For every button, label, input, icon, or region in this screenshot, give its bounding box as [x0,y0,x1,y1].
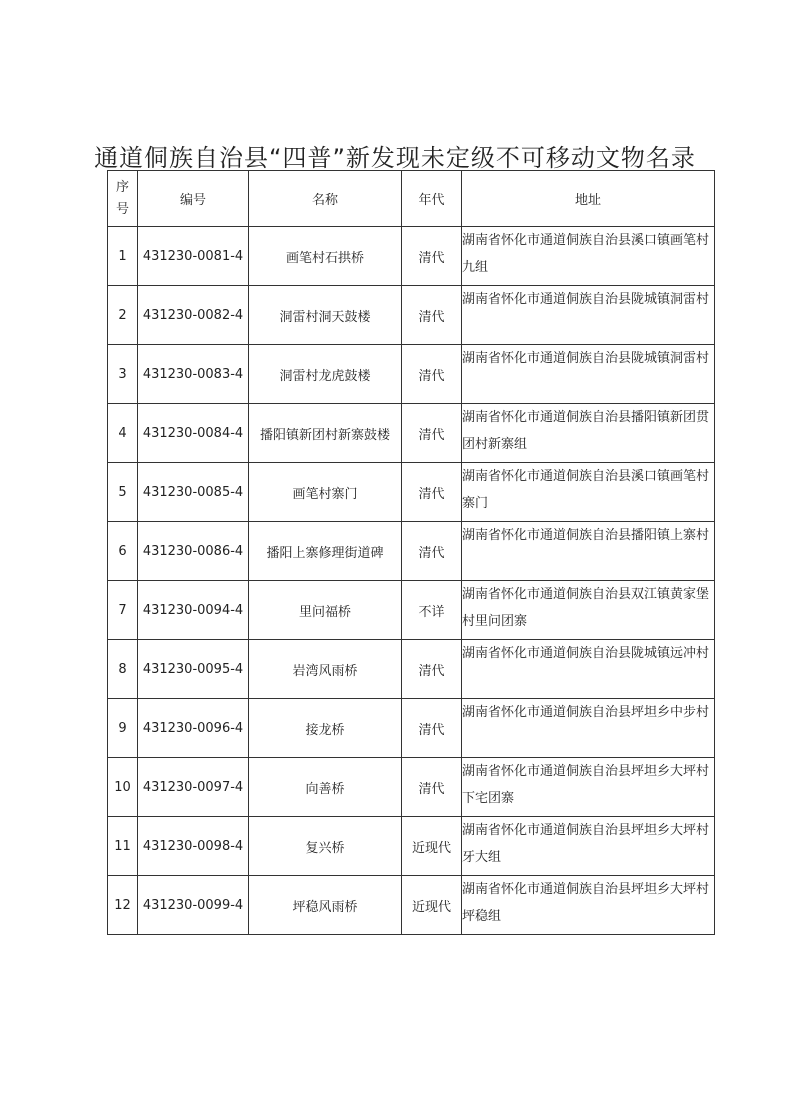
row-address: 湖南省怀化市通道侗族自治县溪口镇画笔村寨门 [462,463,715,522]
row-name: 里问福桥 [249,581,402,640]
row-address: 湖南省怀化市通道侗族自治县坪坦乡大坪村坪稳组 [462,876,715,935]
row-address: 湖南省怀化市通道侗族自治县陇城镇洞雷村 [462,286,715,345]
row-era: 清代 [402,699,462,758]
table-row [108,227,715,286]
row-era: 清代 [402,404,462,463]
table-row [108,463,715,522]
row-name: 播阳上寨修理街道碑 [249,522,402,581]
row-address: 湖南省怀化市通道侗族自治县坪坦乡中步村 [462,699,715,758]
row-code: 431230-0082-4 [138,286,249,345]
header-address: 地址 [462,171,715,227]
row-era: 近现代 [402,876,462,935]
header-index [108,171,138,227]
table-row [108,286,715,345]
header-code: 编号 [138,171,249,227]
row-name: 岩湾风雨桥 [249,640,402,699]
row-address: 湖南省怀化市通道侗族自治县坪坦乡大坪村牙大组 [462,817,715,876]
row-address: 湖南省怀化市通道侗族自治县双江镇黄家堡村里问团寨 [462,581,715,640]
row-code: 431230-0086-4 [138,522,249,581]
row-code: 431230-0097-4 [138,758,249,817]
row-era: 清代 [402,522,462,581]
row-code: 431230-0094-4 [138,581,249,640]
row-era: 不详 [402,581,462,640]
header-index-line2: 号 [115,201,129,217]
row-name: 洞雷村洞天鼓楼 [249,286,402,345]
table-row [108,758,715,817]
row-index: 6 [108,522,138,581]
table-row [108,404,715,463]
row-era: 清代 [402,227,462,286]
header-era: 年代 [402,171,462,227]
row-era: 清代 [402,758,462,817]
row-code: 431230-0098-4 [138,817,249,876]
table-row [108,522,715,581]
row-address: 湖南省怀化市通道侗族自治县坪坦乡大坪村下宅团寨 [462,758,715,817]
row-index: 9 [108,699,138,758]
row-index: 10 [108,758,138,817]
row-index: 3 [108,345,138,404]
row-index: 5 [108,463,138,522]
table-row [108,699,715,758]
row-name: 坪稳风雨桥 [249,876,402,935]
row-era: 清代 [402,640,462,699]
row-era: 近现代 [402,817,462,876]
row-address: 湖南省怀化市通道侗族自治县溪口镇画笔村九组 [462,227,715,286]
row-name: 画笔村寨门 [249,463,402,522]
row-code: 431230-0083-4 [138,345,249,404]
row-index: 11 [108,817,138,876]
header-index-line1: 序 [115,179,129,195]
row-code: 431230-0099-4 [138,876,249,935]
document-title: 通道侗族自治县“四普”新发现未定级不可移动文物名录 [94,144,696,172]
table-row [108,817,715,876]
row-code: 431230-0095-4 [138,640,249,699]
row-index: 8 [108,640,138,699]
row-name: 向善桥 [249,758,402,817]
row-era: 清代 [402,286,462,345]
row-address: 湖南省怀化市通道侗族自治县播阳镇上寨村 [462,522,715,581]
header-name: 名称 [249,171,402,227]
table-row [108,640,715,699]
row-code: 431230-0084-4 [138,404,249,463]
row-index: 7 [108,581,138,640]
row-index: 12 [108,876,138,935]
row-address: 湖南省怀化市通道侗族自治县陇城镇洞雷村 [462,345,715,404]
row-name: 洞雷村龙虎鼓楼 [249,345,402,404]
row-name: 画笔村石拱桥 [249,227,402,286]
row-name: 复兴桥 [249,817,402,876]
row-name: 接龙桥 [249,699,402,758]
row-index: 1 [108,227,138,286]
row-code: 431230-0085-4 [138,463,249,522]
row-address: 湖南省怀化市通道侗族自治县播阳镇新团贯团村新寨组 [462,404,715,463]
row-index: 2 [108,286,138,345]
row-era: 清代 [402,345,462,404]
row-code: 431230-0081-4 [138,227,249,286]
row-code: 431230-0096-4 [138,699,249,758]
row-index: 4 [108,404,138,463]
table-header-row [108,171,715,227]
row-name: 播阳镇新团村新寨鼓楼 [249,404,402,463]
heritage-list-table [107,170,715,935]
table-row [108,876,715,935]
row-era: 清代 [402,463,462,522]
table-row [108,345,715,404]
row-address: 湖南省怀化市通道侗族自治县陇城镇远冲村 [462,640,715,699]
table-row [108,581,715,640]
